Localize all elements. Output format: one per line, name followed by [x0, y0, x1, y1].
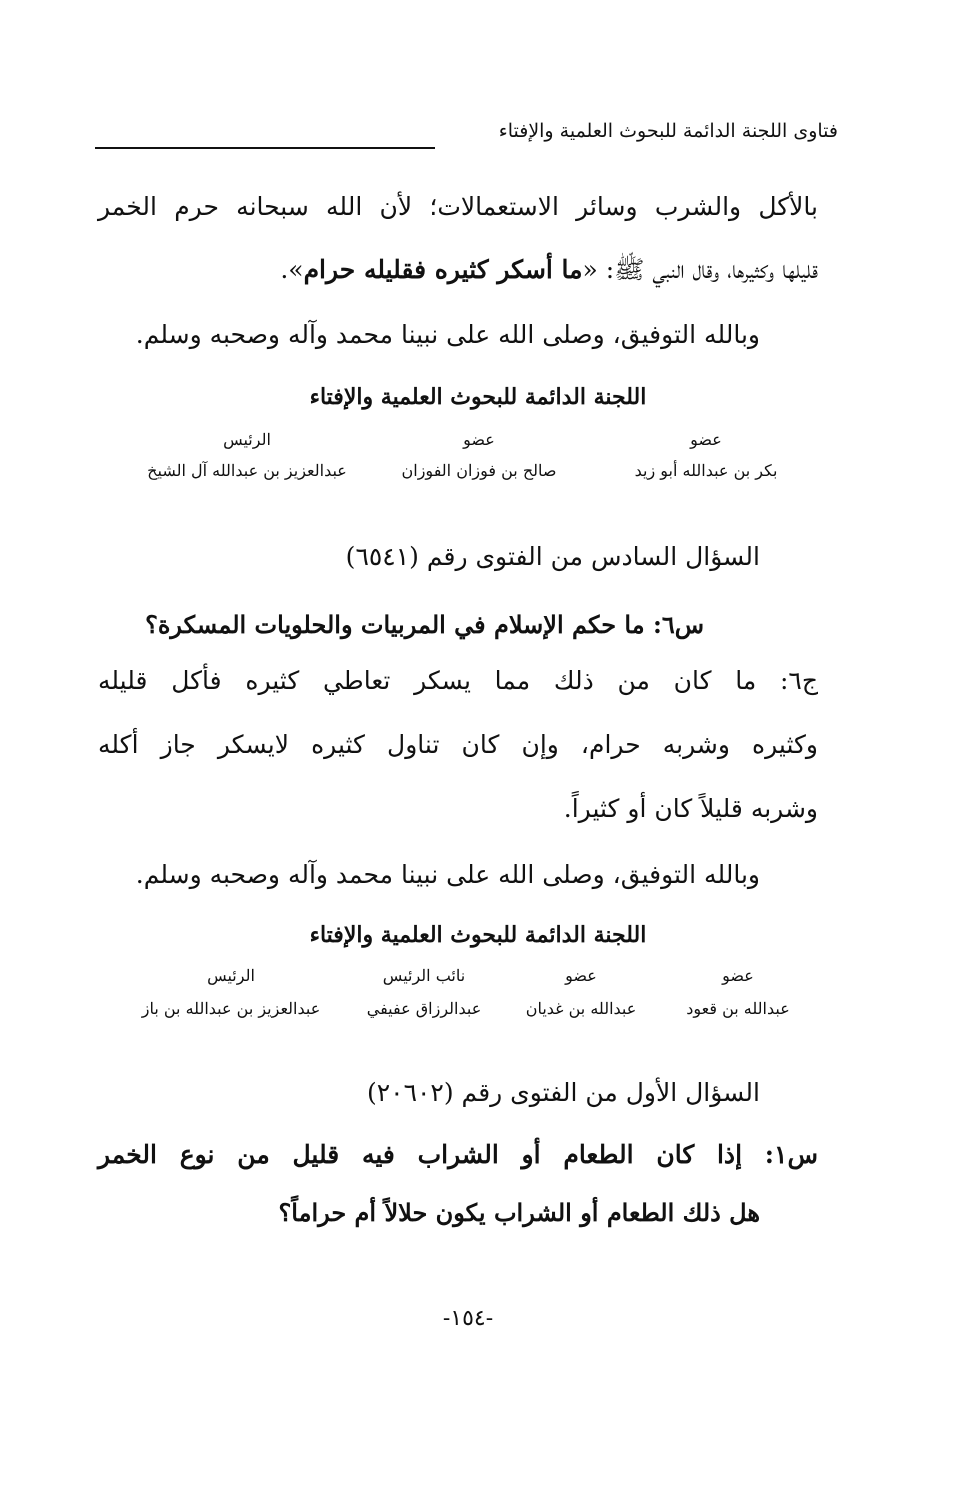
body-line-1: بالأكل والشرب وسائر الاستعمالات؛ لأن الله سبحانه حرم الخمر: [98, 192, 818, 221]
committee2-member-3: [344, 966, 504, 1018]
answer-1-line-2: وكثيره وشربه حرام، وإن كان تناول كثيره لايسكر جاز أكله: [98, 730, 818, 759]
running-header: فتاوى اللجنة الدائمة للبحوث العلمية والإفتاء: [498, 120, 838, 142]
member-name: صالح بن فوزان الفوزان: [401, 461, 557, 480]
question-2-line-1: س١: إذا كان الطعام أو الشراب فيه قليل من نوع الخمر: [98, 1140, 818, 1169]
committee2-member-1: [658, 966, 818, 1018]
member-role: عضو: [690, 430, 722, 449]
committee2-member-4: [116, 966, 346, 1018]
member-name: عبدالعزيز بن عبدالله بن باز: [141, 999, 321, 1018]
hadith-close: ».: [280, 255, 304, 284]
committee-title-2: اللجنة الدائمة للبحوث العلمية والإفتاء: [309, 922, 647, 948]
hadith-intro: قليلها وكثيرها، وقال النبي ﷺ: «: [582, 255, 818, 284]
answer-1-line-3: وشربه قليلاً كان أو كثيراً.: [563, 794, 818, 823]
committee1-member-3: [122, 430, 372, 480]
committee2-member-2: [496, 966, 666, 1018]
member-name: عبدالرزاق عفيفي: [366, 999, 482, 1018]
header-rule: [95, 147, 435, 149]
committee1-member-1: [596, 430, 816, 480]
fatwa-heading-2: السؤال الأول من الفتوى رقم (٢٠٦٠٢): [366, 1078, 760, 1107]
member-role: الرئيس: [223, 430, 271, 449]
page-number: -١٥٤-: [442, 1306, 494, 1331]
answer-1-line-1: ج٦: ما كان من ذلك مما يسكر تعاطي كثيره فأكل قليله: [98, 666, 818, 695]
member-role: نائب الرئيس: [382, 966, 466, 985]
member-role: الرئيس: [207, 966, 255, 985]
fatwa-heading-1: السؤال السادس من الفتوى رقم (٦٥٤١): [345, 542, 760, 571]
member-role: عضو: [722, 966, 754, 985]
closing-prayer-2: وبالله التوفيق، وصلى الله على نبينا محمد وآله وصحبه وسلم.: [135, 860, 760, 889]
committee1-member-2: [364, 430, 594, 480]
question-2-line-2: هل ذلك الطعام أو الشراب يكون حلالاً أم حراماً؟: [278, 1198, 760, 1227]
hadith-text: ما أسكر كثيره فقليله حرام: [303, 255, 583, 284]
member-name: عبدالله بن غديان: [525, 999, 637, 1018]
member-name: بكر بن عبدالله أبو زيد: [634, 461, 778, 480]
body-line-2: [280, 254, 818, 291]
member-name: عبدالعزيز بن عبدالله آل الشيخ: [147, 461, 347, 480]
member-name: عبدالله بن قعود: [686, 999, 790, 1018]
member-role: عضو: [565, 966, 597, 985]
committee-title-1: اللجنة الدائمة للبحوث العلمية والإفتاء: [309, 384, 647, 410]
closing-prayer-1: وبالله التوفيق، وصلى الله على نبينا محمد وآله وصحبه وسلم.: [135, 320, 760, 349]
question-1: س٦: ما حكم الإسلام في المربيات والحلويات المسكرة؟: [145, 610, 704, 639]
member-role: عضو: [463, 430, 495, 449]
